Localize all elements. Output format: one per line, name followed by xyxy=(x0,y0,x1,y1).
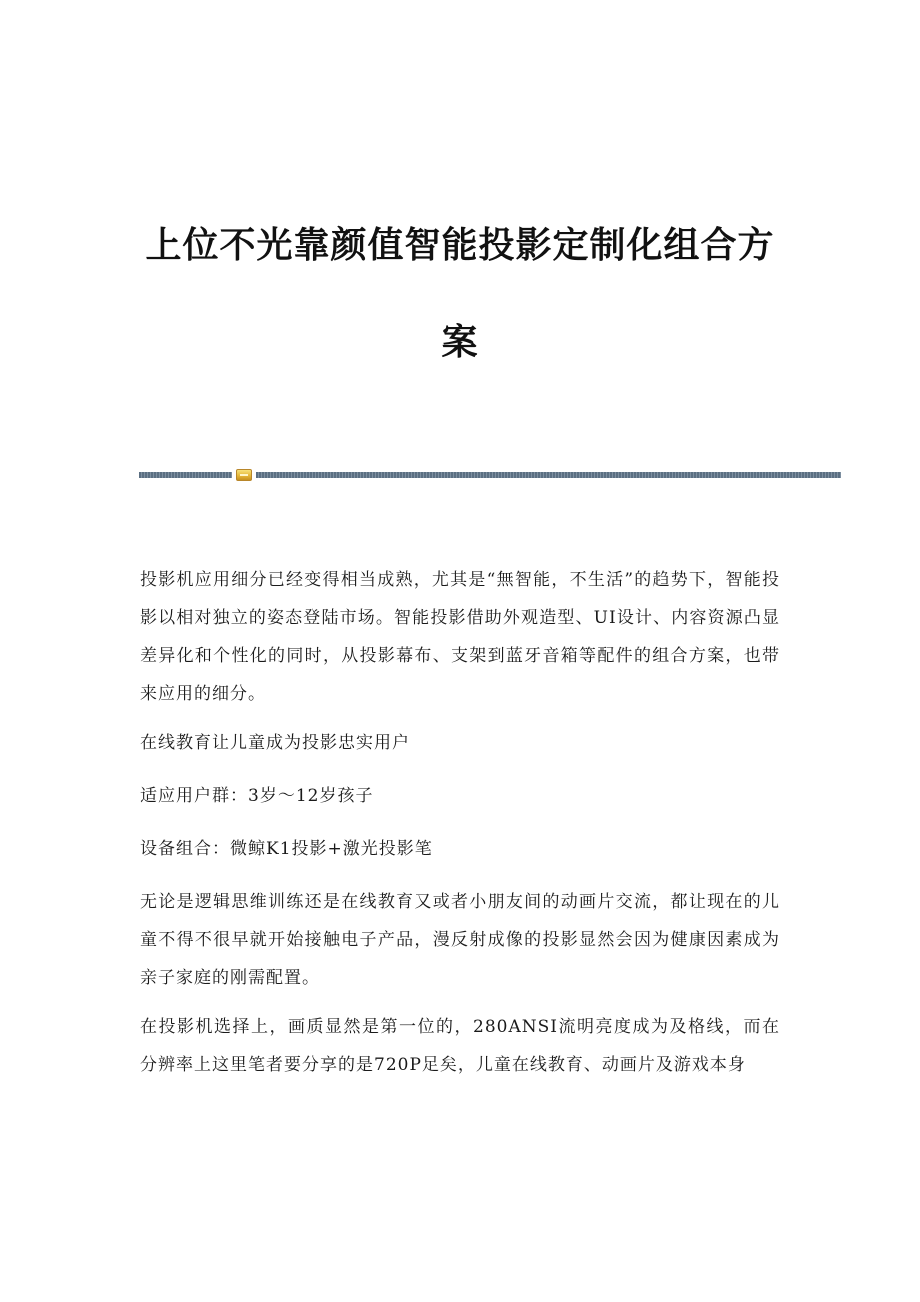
title-divider xyxy=(139,469,841,481)
document-title-line-2: 案 xyxy=(441,322,479,363)
divider-ornament-icon xyxy=(236,469,252,481)
paragraph-intro: 投影机应用细分已经变得相当成熟，尤其是“無智能，不生活”的趋势下，智能投影以相对独立的姿态登陆市场。智能投影借助外观造型、UI设计、内容资源凸显差异化和个性化的同时，从投影幕布、支架到蓝牙音箱等配件的组合方案，也带来应用的细分。 xyxy=(140,570,780,704)
paragraph-device-combo: 设备组合：微鲸K1投影+激光投影笔 xyxy=(140,839,433,859)
section-heading-education: 在线教育让儿童成为投影忠实用户 xyxy=(140,733,410,753)
document-body xyxy=(140,561,780,1095)
divider-bar-right xyxy=(256,472,841,478)
paragraph-user-group: 适应用户群：3岁～12岁孩子 xyxy=(140,786,374,806)
paragraph-projector-choice: 在投影机选择上，画质显然是第一位的，280ANSI流明亮度成为及格线，而在分辨率上这里笔者要分享的是720P足矣，儿童在线教育、动画片及游戏本身 xyxy=(140,1017,780,1075)
paragraph-children-need: 无论是逻辑思维训练还是在线教育又或者小朋友间的动画片交流，都让现在的儿童不得不很早就开始接触电子产品，漫反射成像的投影显然会因为健康因素成为亲子家庭的刚需配置。 xyxy=(140,892,780,988)
document-title-line-1: 上位不光靠颜值智能投影定制化组合方 xyxy=(145,225,775,266)
divider-bar-left xyxy=(139,472,232,478)
